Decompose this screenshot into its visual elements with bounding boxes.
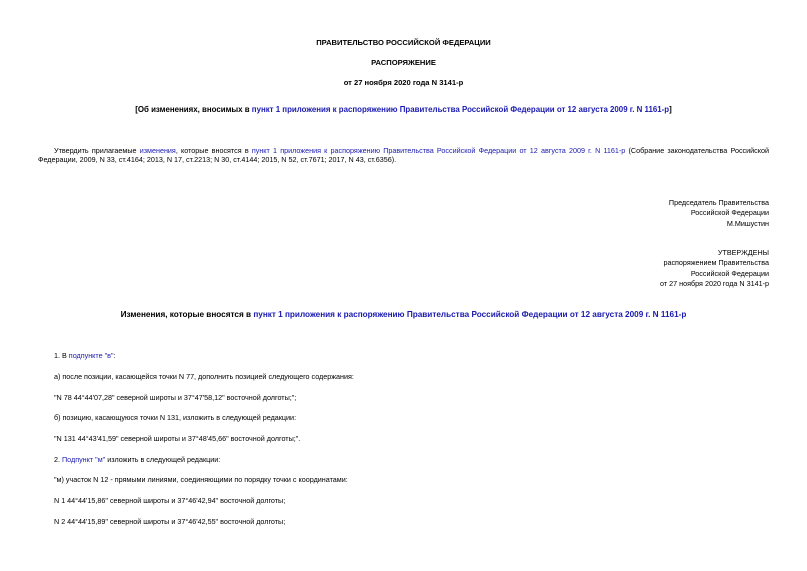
signature-block — [669, 198, 769, 229]
item-2-point-1: N 1 44°44'15,86" северной широты и 37°46'42,94" восточной долготы; — [54, 496, 286, 505]
government-title: ПРАВИТЕЛЬСТВО РОССИЙСКОЙ ФЕДЕРАЦИИ — [316, 38, 491, 47]
intro-link-order[interactable]: пункт 1 приложения к распоряжению Правительства Российской Федерации от 12 августа 2009 г. N 1161-р — [251, 146, 626, 155]
item-1b: б) позицию, касающуюся точки N 131, изложить в следующей редакции: — [54, 413, 297, 422]
item-2-suffix: изложить в следующей редакции: — [105, 455, 221, 464]
item-2 — [54, 455, 220, 464]
approved-line-4: от 27 ноября 2020 года N 3141-р — [660, 279, 769, 289]
intro-text-3: (Собрание законодательства Российской Федерации, 2009, N 33, ст.4164; 2013, N 17, ст.2213; N 30, ст.4144; 2015, N 52, ст.7671; 2017, N 43, ст.6356). — [38, 146, 769, 165]
document-date-number: от 27 ноября 2020 года N 3141-р — [343, 78, 464, 87]
changes-heading-prefix: Изменения, которые вносятся в — [120, 310, 254, 319]
intro-text-1: Утвердить прилагаемые — [54, 146, 140, 155]
document-type: РАСПОРЯЖЕНИЕ — [371, 58, 436, 67]
intro-link-changes[interactable]: изменения — [139, 146, 176, 155]
document-title — [0, 105, 807, 115]
item-1a-quote: "N 78 44°44'07,28" северной широты и 37°47'58,12" восточной долготы;"; — [54, 393, 297, 402]
item-2-prefix: 2. — [54, 455, 62, 464]
signature-line-3: М.Мишустин — [726, 218, 769, 228]
item-1-suffix: : — [113, 351, 116, 360]
item-2-m: "м) участок N 12 - прямыми линиями, соединяющими по порядку точки с координатами: — [54, 475, 348, 484]
intro-text-2: , которые вносятся в — [175, 146, 252, 155]
item-1-prefix: 1. В — [54, 351, 69, 360]
changes-heading-link[interactable]: пункт 1 приложения к распоряжению Правительства Российской Федерации от 12 августа 2009 г. N 1161-р — [253, 310, 687, 319]
signature-line-1: Председатель Правительства — [668, 198, 769, 207]
title-close-bracket: ] — [669, 105, 672, 114]
approved-line-1: УТВЕРЖДЕНЫ — [717, 248, 769, 257]
intro-paragraph — [38, 146, 769, 165]
title-link[interactable]: пункт 1 приложения к распоряжению Правительства Российской Федерации от 12 августа 2009 г. N 1161-р — [251, 105, 670, 114]
approved-block — [660, 248, 769, 290]
changes-heading — [0, 310, 807, 321]
approved-line-2: распоряжением Правительства — [663, 258, 769, 268]
item-2-point-2: N 2 44°44'15,89" северной широты и 37°46'42,55" восточной долготы; — [54, 517, 286, 526]
title-prefix: Об изменениях, вносимых в — [137, 105, 252, 114]
title-open-bracket: [ — [135, 105, 138, 114]
signature-line-2: Российской Федерации — [690, 208, 769, 218]
item-2-link[interactable]: Подпункт "м" — [62, 455, 106, 464]
item-1b-quote: "N 131 44°43'41,59" северной широты и 37°48'45,66" восточной долготы;". — [54, 434, 301, 443]
item-1-link[interactable]: подпункте "в" — [68, 351, 114, 360]
item-1 — [54, 351, 116, 360]
item-1a: а) после позиции, касающейся точки N 77, дополнить позицией следующего содержания: — [54, 372, 354, 381]
approved-line-3: Российской Федерации — [690, 268, 769, 278]
